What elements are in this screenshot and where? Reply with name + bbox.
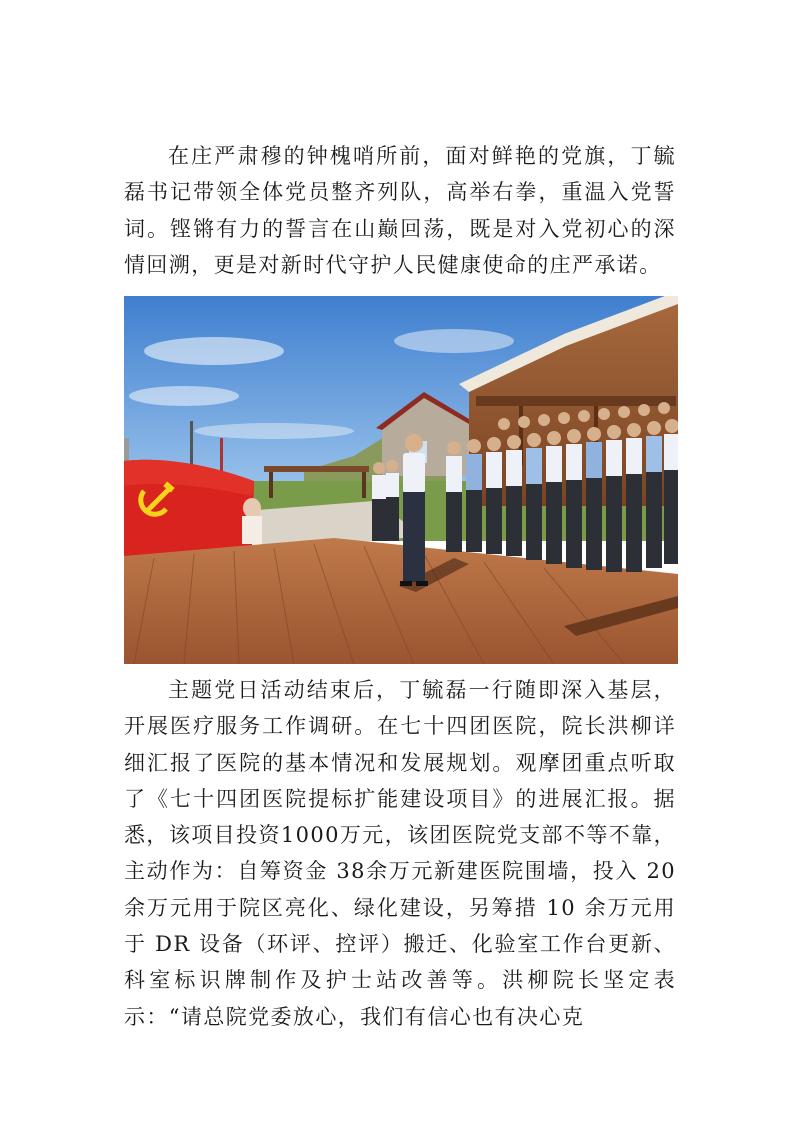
oath-ceremony-photo [124,296,678,664]
body-paragraph-2: 主题党日活动结束后，丁毓磊一行随即深入基层，开展医疗服务工作调研。在七十四团医院，院长洪柳详细汇报了医院的基本情况和发展规划。观摩团重点听取了《七十四团医院提标扩能建设项目》的进展汇报。据悉，该项目投资1000万元，该团医院党支部不等不靠，主动作为：自筹资金 38余万元新建医院围墙，投入 20 余万元用于院区亮化、绿化建设，另筹措 10 余万元用于 DR 设备（环评、控评）搬迁、化验室工作台更新、科室标识牌制作及护士站改善等。洪柳院长坚定表示：“请总院党委放心，我们有信心也有决心克 [124,678,676,1029]
body-paragraph-1: 在庄严肃穆的钟槐哨所前，面对鲜艳的党旗，丁毓磊书记带领全体党员整齐列队，高举右拳，重温入党誓词。铿锵有力的誓言在山巅回荡，既是对入党初心的深情回溯，更是对新时代守护人民健康使命的庄严承诺。 [124,144,676,277]
leader-figure [400,434,428,586]
